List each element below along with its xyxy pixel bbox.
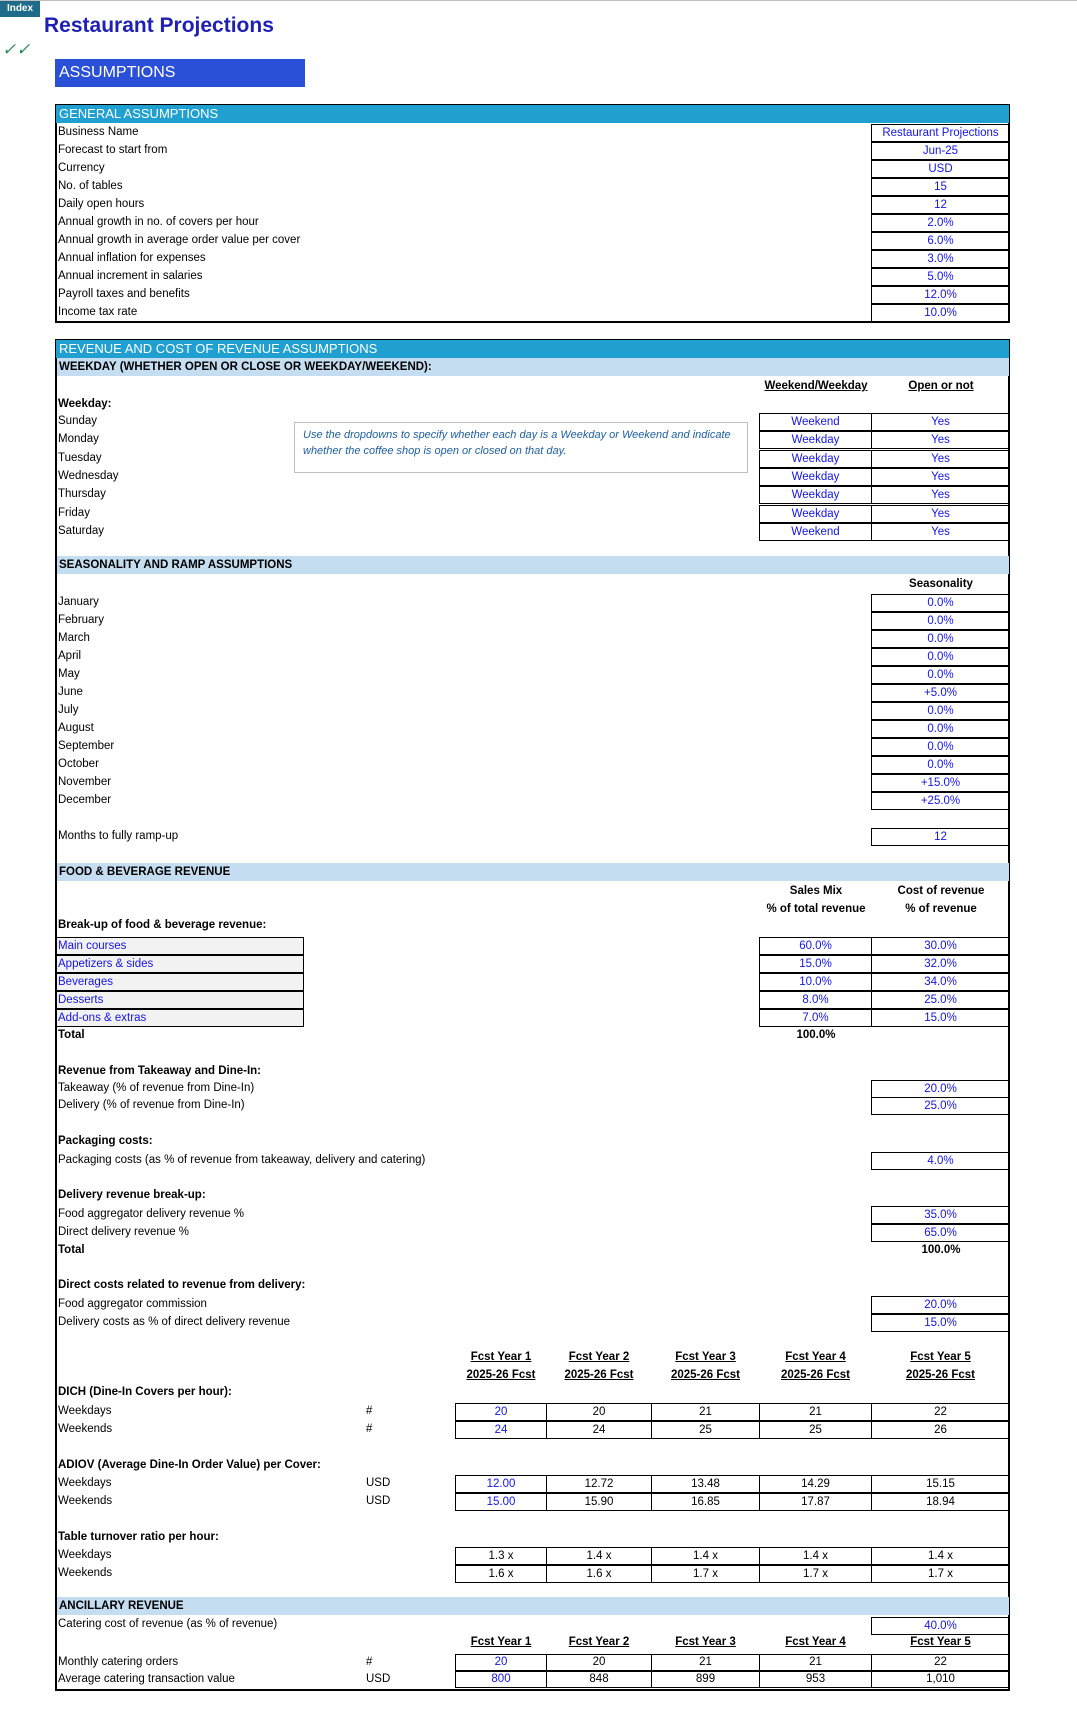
month-label: December — [58, 794, 112, 806]
general-row-label: Annual increment in salaries — [58, 270, 203, 282]
direct-costs-title: Direct costs related to revenue from delivery: — [58, 1279, 306, 1291]
year-value: 20 — [546, 1403, 652, 1421]
general-row-label: Annual inflation for expenses — [58, 252, 206, 264]
year-value: 15.90 — [546, 1493, 652, 1511]
seasonality-column-header: Seasonality — [909, 578, 973, 590]
delivery-value[interactable]: 25.0% — [871, 1097, 1010, 1115]
year-header: Fcst Year 4 — [785, 1351, 846, 1363]
assumptions-banner: ASSUMPTIONS — [55, 59, 305, 87]
delivery-cost-value[interactable]: 15.0% — [871, 1314, 1010, 1332]
day-label: Friday — [58, 506, 90, 519]
breakup-label: Break-up of food & beverage revenue: — [58, 919, 267, 931]
year-value: 21 — [759, 1403, 872, 1421]
year-value: 1.6 x — [546, 1565, 652, 1583]
day-label: Sunday — [58, 415, 98, 427]
ramp-label: Months to fully ramp-up — [58, 830, 179, 842]
year-header: Fcst Year 2 — [568, 1351, 630, 1363]
adiov-title: ADIOV (Average Dine-In Order Value) per Cover: — [58, 1459, 321, 1471]
year-row-label: Weekends — [58, 1567, 113, 1579]
general-row-label: Payroll taxes and benefits — [58, 288, 190, 300]
general-row-label: Income tax rate — [58, 306, 138, 318]
general-assumptions-header: GENERAL ASSUMPTIONS — [56, 105, 1009, 123]
year-value: 17.87 — [759, 1493, 872, 1511]
general-row-value[interactable]: 5.0% — [871, 268, 1010, 286]
fb-total-label: Total — [58, 1029, 85, 1041]
general-row-value[interactable]: 12.0% — [871, 286, 1010, 304]
ancillary-row-unit: # — [366, 1656, 373, 1668]
category-name[interactable]: Main courses — [56, 937, 304, 955]
month-label: August — [58, 722, 94, 734]
general-row-value[interactable]: 10.0% — [871, 304, 1010, 322]
fb-total-mix: 100.0% — [796, 1029, 836, 1041]
month-label: March — [58, 632, 90, 644]
day-type-select[interactable]: Weekday — [759, 431, 872, 449]
ramp-value[interactable]: 12 — [871, 828, 1010, 846]
ancillary-year-header: Fcst Year 1 — [470, 1636, 532, 1648]
sales-mix-header-1: Sales Mix — [789, 885, 843, 897]
general-row-label: Daily open hours — [58, 198, 145, 210]
year-value[interactable]: 20 — [455, 1403, 547, 1421]
year-value: 25 — [759, 1421, 872, 1439]
weekday-section-header: WEEKDAY (WHETHER OPEN OR CLOSE OR WEEKDAY/WEEKEND): — [57, 358, 1009, 376]
day-open-select[interactable]: Yes — [871, 505, 1010, 523]
delivery-total-value: 100.0% — [921, 1244, 961, 1256]
category-name[interactable]: Add-ons & extras — [56, 1009, 304, 1027]
ancillary-row-label: Monthly catering orders — [58, 1656, 179, 1668]
day-label: Tuesday — [58, 451, 102, 464]
general-row-label: Forecast to start from — [58, 144, 168, 156]
fb-section-header: FOOD & BEVERAGE REVENUE — [57, 863, 1009, 881]
year-value[interactable]: 15.00 — [455, 1493, 547, 1511]
ancillary-value: 22 — [871, 1654, 1010, 1671]
general-row-label: Annual growth in average order value per cover — [58, 234, 301, 246]
direct-value[interactable]: 65.0% — [871, 1224, 1010, 1242]
year-value: 1.4 x — [651, 1547, 760, 1565]
year-value: 13.48 — [651, 1475, 760, 1493]
day-open-select[interactable]: Yes — [871, 431, 1010, 449]
year-row-label: Weekends — [58, 1423, 113, 1435]
year-value: 25 — [651, 1421, 760, 1439]
month-label: September — [58, 740, 115, 752]
general-row-value[interactable]: 6.0% — [871, 232, 1010, 250]
month-label: October — [58, 758, 99, 770]
packaging-title: Packaging costs: — [58, 1135, 153, 1147]
year-value: 1.7 x — [651, 1565, 760, 1583]
aggregator-value[interactable]: 35.0% — [871, 1206, 1010, 1224]
ancillary-row-label: Average catering transaction value — [58, 1673, 235, 1685]
weekday-note — [294, 422, 748, 473]
general-row-value[interactable]: Restaurant Projections — [871, 124, 1010, 142]
month-label: April — [58, 650, 82, 662]
general-row-label: No. of tables — [58, 180, 123, 192]
day-label: Monday — [58, 433, 99, 446]
year-header: Fcst Year 1 — [470, 1351, 532, 1363]
year-value: 16.85 — [651, 1493, 760, 1511]
seasonality-value[interactable]: 0.0% — [871, 666, 1010, 684]
seasonality-value[interactable]: +5.0% — [871, 684, 1010, 702]
year-row-unit: USD — [366, 1477, 391, 1489]
seasonality-value[interactable]: +25.0% — [871, 792, 1010, 810]
year-value: 1.4 x — [546, 1547, 652, 1565]
year-value: 1.7 x — [759, 1565, 872, 1583]
delivery-label: Delivery (% of revenue from Dine-In) — [58, 1099, 245, 1111]
year-value: 26 — [871, 1421, 1010, 1439]
year-value[interactable]: 24 — [455, 1421, 547, 1439]
day-open-select[interactable]: Yes — [871, 413, 1010, 431]
day-open-select[interactable]: Yes — [871, 486, 1010, 504]
year-row-unit: # — [366, 1405, 373, 1417]
year-row-label: Weekdays — [58, 1477, 112, 1489]
general-row-value[interactable]: USD — [871, 160, 1010, 178]
year-row-label: Weekends — [58, 1495, 113, 1507]
ancillary-year-header: Fcst Year 5 — [910, 1636, 971, 1648]
year-subheader: 2025-26 Fcst — [905, 1369, 976, 1381]
check-icon: ✓✓ — [2, 40, 31, 59]
general-assumptions-box — [55, 104, 1010, 323]
day-type-select[interactable]: Weekday — [759, 505, 872, 523]
day-label: Thursday — [58, 488, 106, 501]
year-value: 1.7 x — [871, 1565, 1010, 1583]
category-name[interactable]: Beverages — [56, 973, 304, 991]
year-value: 15.15 — [871, 1475, 1010, 1493]
day-label: Saturday — [58, 524, 105, 537]
category-mix[interactable]: 8.0% — [759, 991, 872, 1009]
weekend-weekday-column-header: Weekend/Weekday — [764, 380, 868, 392]
weekday-label: Weekday: — [58, 398, 112, 410]
ancillary-section-header: ANCILLARY REVENUE — [57, 1597, 1009, 1615]
delivery-breakup-title: Delivery revenue break-up: — [58, 1189, 206, 1201]
year-value: 1.4 x — [759, 1547, 872, 1565]
year-subheader: 2025-26 Fcst — [466, 1369, 536, 1381]
year-row-label: Weekdays — [58, 1405, 112, 1417]
general-row-label: Annual growth in no. of covers per hour — [58, 216, 259, 228]
seasonality-value[interactable]: 0.0% — [871, 594, 1010, 612]
seasonality-value[interactable]: 0.0% — [871, 612, 1010, 630]
delivery-total-label: Total — [58, 1244, 85, 1256]
month-label: February — [58, 614, 105, 626]
cost-header-1: Cost of revenue — [897, 885, 985, 897]
takeaway-title: Revenue from Takeaway and Dine-In: — [58, 1065, 262, 1077]
day-open-select[interactable]: Yes — [871, 523, 1010, 541]
category-name[interactable]: Appetizers & sides — [56, 955, 304, 973]
commission-label: Food aggregator commission — [58, 1298, 207, 1310]
seasonality-value[interactable]: 0.0% — [871, 756, 1010, 774]
category-cost[interactable]: 30.0% — [871, 937, 1010, 955]
year-subheader: 2025-26 Fcst — [564, 1369, 634, 1381]
ancillary-year-header: Fcst Year 4 — [785, 1636, 846, 1648]
year-value: 18.94 — [871, 1493, 1010, 1511]
year-subheader: 2025-26 Fcst — [780, 1369, 851, 1381]
year-row-label: Weekdays — [58, 1549, 112, 1561]
year-header: Fcst Year 3 — [675, 1351, 736, 1363]
general-row-value[interactable]: 12 — [871, 196, 1010, 214]
index-button[interactable]: Index — [0, 1, 40, 17]
year-header: Fcst Year 5 — [910, 1351, 971, 1363]
category-cost[interactable]: 15.0% — [871, 1009, 1010, 1027]
year-value[interactable]: 12.00 — [455, 1475, 547, 1493]
ancillary-value: 21 — [759, 1654, 872, 1671]
year-value: 14.29 — [759, 1475, 872, 1493]
category-cost[interactable]: 32.0% — [871, 955, 1010, 973]
general-row-value[interactable]: 15 — [871, 178, 1010, 196]
direct-label: Direct delivery revenue % — [58, 1226, 190, 1238]
general-row-value[interactable]: Jun-25 — [871, 142, 1010, 160]
day-type-select[interactable]: Weekday — [759, 450, 872, 468]
category-mix[interactable]: 7.0% — [759, 1009, 872, 1027]
ancillary-value: 20 — [546, 1654, 652, 1671]
cost-header-2: % of revenue — [905, 903, 977, 915]
year-subheader: 2025-26 Fcst — [670, 1369, 741, 1381]
ancillary-row-unit: USD — [366, 1673, 391, 1685]
year-value[interactable]: 1.3 x — [455, 1547, 547, 1565]
month-label: November — [58, 776, 112, 788]
turnover-title: Table turnover ratio per hour: — [58, 1531, 219, 1543]
seasonality-value[interactable]: 0.0% — [871, 720, 1010, 738]
ancillary-value[interactable]: 800 — [455, 1671, 547, 1688]
general-row-label: Business Name — [58, 126, 139, 138]
category-cost[interactable]: 25.0% — [871, 991, 1010, 1009]
ancillary-value: 953 — [759, 1671, 872, 1688]
general-row-value[interactable]: 2.0% — [871, 214, 1010, 232]
year-value[interactable]: 1.6 x — [455, 1565, 547, 1583]
year-value: 1.4 x — [871, 1547, 1010, 1565]
year-value: 21 — [651, 1403, 760, 1421]
seasonality-value[interactable]: +15.0% — [871, 774, 1010, 792]
category-cost[interactable]: 34.0% — [871, 973, 1010, 991]
year-row-unit: USD — [366, 1495, 391, 1507]
general-row-label: Currency — [58, 162, 105, 174]
delivery-cost-label: Delivery costs as % of direct delivery revenue — [58, 1316, 291, 1328]
seasonality-section-header: SEASONALITY AND RAMP ASSUMPTIONS — [57, 556, 1009, 574]
commission-value[interactable]: 20.0% — [871, 1296, 1010, 1314]
catering-cost-label: Catering cost of revenue (as % of revenue) — [58, 1618, 278, 1630]
page-title: Restaurant Projections — [44, 14, 274, 37]
top-border — [0, 0, 1077, 1]
year-value: 22 — [871, 1403, 1010, 1421]
aggregator-label: Food aggregator delivery revenue % — [58, 1208, 245, 1220]
takeaway-label: Takeaway (% of revenue from Dine-In) — [58, 1082, 255, 1094]
seasonality-value[interactable]: 0.0% — [871, 738, 1010, 756]
year-value: 24 — [546, 1421, 652, 1439]
category-mix[interactable]: 15.0% — [759, 955, 872, 973]
month-label: June — [58, 686, 83, 698]
open-column-header: Open or not — [908, 380, 974, 392]
month-label: July — [58, 704, 79, 716]
seasonality-value[interactable]: 0.0% — [871, 648, 1010, 666]
category-name[interactable]: Desserts — [56, 991, 304, 1009]
category-mix[interactable]: 60.0% — [759, 937, 872, 955]
takeaway-value[interactable]: 20.0% — [871, 1080, 1010, 1098]
month-label: January — [58, 596, 99, 608]
day-type-select[interactable]: Weekend — [759, 523, 872, 541]
weekday-note-text: Use the dropdowns to specify whether each day is a Weekday or Weekend and indicate whether the coffee shop is open or closed on that day. — [303, 429, 731, 457]
ancillary-value: 848 — [546, 1671, 652, 1688]
day-type-select[interactable]: Weekday — [759, 468, 872, 486]
ancillary-year-header: Fcst Year 2 — [568, 1636, 630, 1648]
ancillary-year-header: Fcst Year 3 — [675, 1636, 736, 1648]
dich-title: DICH (Dine-In Covers per hour): — [58, 1386, 232, 1398]
ancillary-value: 899 — [651, 1671, 760, 1688]
packaging-value[interactable]: 4.0% — [871, 1152, 1010, 1170]
day-open-select[interactable]: Yes — [871, 450, 1010, 468]
ancillary-value[interactable]: 20 — [455, 1654, 547, 1671]
year-row-unit: # — [366, 1423, 373, 1435]
revenue-assumptions-header: REVENUE AND COST OF REVENUE ASSUMPTIONS — [56, 340, 1009, 358]
day-open-select[interactable]: Yes — [871, 468, 1010, 486]
sales-mix-header-2: % of total revenue — [766, 903, 866, 915]
seasonality-value[interactable]: 0.0% — [871, 702, 1010, 720]
day-type-select[interactable]: Weekend — [759, 413, 872, 431]
year-value: 12.72 — [546, 1475, 652, 1493]
ancillary-value: 1,010 — [871, 1671, 1010, 1688]
ancillary-value: 21 — [651, 1654, 760, 1671]
general-row-value[interactable]: 3.0% — [871, 250, 1010, 268]
category-mix[interactable]: 10.0% — [759, 973, 872, 991]
day-type-select[interactable]: Weekday — [759, 486, 872, 504]
seasonality-value[interactable]: 0.0% — [871, 630, 1010, 648]
catering-cost-value[interactable]: 40.0% — [871, 1617, 1010, 1635]
month-label: May — [58, 668, 80, 680]
packaging-label: Packaging costs (as % of revenue from takeaway, delivery and catering) — [58, 1154, 426, 1166]
day-label: Wednesday — [58, 469, 119, 482]
